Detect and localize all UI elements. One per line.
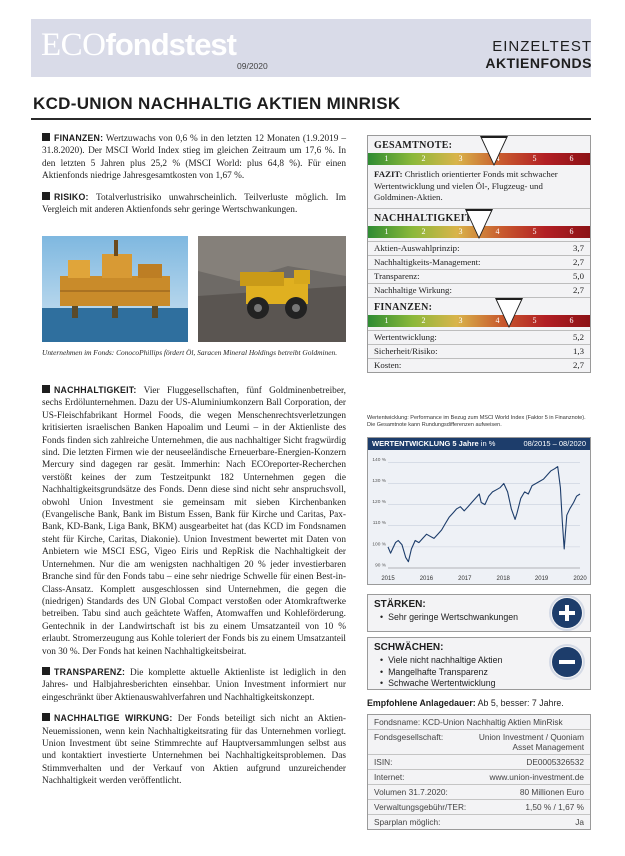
table-row: Nachhaltige Wirkung: 2,7 xyxy=(368,283,590,297)
chart-header xyxy=(368,438,590,450)
finanzen-paragraph: FINANZEN: Wertzuwachs von 0,6 % in den letzten 12 Monaten (1.9.2019 – 31.8.2020). Der MSCI World Index stieg im gleichen Zeitraum um 17,6 %. In den letzten 5 Jahren plus 25,2 % (MSCI World: plus 64,8 %). Für einen Aktienfonds niedrige Jahresgesamtkosten von 1,67 %. xyxy=(42,133,346,182)
x-tick-label: 2015 xyxy=(381,576,395,582)
square-bullet-icon xyxy=(42,713,50,721)
nachhaltigkeit-scale: 1 2 3 4 5 6 3,5 xyxy=(368,226,590,238)
fund-facts xyxy=(367,714,591,830)
staerken-box xyxy=(367,594,591,632)
oil-platform-photo xyxy=(42,236,188,342)
rating-footnote: Wertentwicklung: Performance im Bezug zum MSCI World Index (Faktor 5 in Finanznote). Die Gesamtnote kann Rundungsdifferenzen aufweisen. xyxy=(367,415,586,428)
finanzen-heading: FINANZEN: xyxy=(368,297,590,315)
list-item: • Schwache Wertentwicklung xyxy=(368,678,590,690)
x-tick-label: 2016 xyxy=(419,576,434,582)
table-row: Transparenz: 5,0 xyxy=(368,269,590,283)
intro-text xyxy=(42,132,346,224)
finanzen-scale: 1 2 3 4 5 6 4,3 xyxy=(368,315,590,327)
fact-row: Fondsgesellschaft: Union Investment / Quoniam Asset Management xyxy=(368,730,590,755)
chart-unit: in % xyxy=(480,439,496,448)
table-row: Sicherheit/Risiko: 1,3 xyxy=(368,344,590,358)
photo-strip xyxy=(42,236,346,342)
finanzen-marker: 4,3 xyxy=(496,301,522,313)
y-tick-label: 100 % xyxy=(372,542,386,548)
minus-icon xyxy=(552,647,582,677)
gesamtnote-scale: 1 2 3 4 5 6 3,9 xyxy=(368,153,590,165)
nachhaltigkeit-paragraph: NACHHALTIGKEIT: Vier Fluggesellschaften, fünf Goldminenbetreiber, sechs Erdölunternehmen. Dazu der US-Aluminiumkonzern Ball Corporation, der US-Fleischfabrikant Hormel Foods, die wegen Menschenrechtsverletzungen kritisierten israelischen Banken Hapoalim und Leumi – in der Aktienliste des Fonds finden sich zahlreiche Unternehmen, die aus nachhaltiger Sicht fragwürdig sind. Die letzten Firmen wie der neuseeländische Erneuerbare-Energien-Konzern Mercury sind dagegen rar gesät. Immerhin: Nach ECOreporter-Recherchen verstößt keines der zum Testzeitpunkt 182 Unternehmen gegen die Nachhaltigkeitsgrundsätze des Fonds. Denn diese sind nicht sehr anspruchsvoll, obwohl Union Investment sie gemeinsam mit sieben Kirchenbanken (Evangelische Bank, Bank im Bistum Essen, Bank für Kirche und Caritas, Pax-Bank, KD-Bank, Liga Bank, BKM) ausgearbeitet hat (das KCD im Fondsnamen steht für Kirche, Caritas, Diakonie). Union Investment bewertet mit Daten von Anbietern wie MSCI ESG, Vigeo Eiris und RepRisk die Nachhaltigkeit der Unternehmen. Nur die am wenigsten nachhaltigen 20 % jeder investierbaren Branche sind für den Fonds tabu – eine sehr niedrige Schwelle für einen Best-in-Class-Ansatz. Komplett ausgeschlossen sind Unternehmen, die gegen die (niedrigen) Standards des UN Global Compact verstoßen oder Atomkraftwerke betreiben. Tabu sind auch geächtete Waffen, Atomwaffen und Kohleförderung. Gentechnik in der Landwirtschaft ist bis zu einem Umsatzanteil von 10 % erlaubt. Stromerzeugung aus Kohle toleriert der Fonds bis zu einem Umsatzanteil von 30 %. Der Fonds hat keinen Nachhaltigkeitsbeirat. xyxy=(42,385,346,657)
chart-title: WERTENTWICKLUNG 5 Jahre xyxy=(372,439,479,448)
gesamtnote-marker: 3,9 xyxy=(481,139,507,151)
transparenz-paragraph: TRANSPARENZ: Die komplette aktuelle Aktienliste ist lediglich in den Jahres- und Halbjahresberichten einsehbar. Union Investment informiert nur eingeschränkt über Aktienauswahlverfahren und Nachhaltigkeitskonzept. xyxy=(42,666,346,703)
list-item: • Mangelhafte Transparenz xyxy=(368,667,590,679)
x-tick-label: 2018 xyxy=(496,576,510,582)
y-tick-label: 140 % xyxy=(372,457,386,463)
rating-box xyxy=(367,135,591,373)
x-tick-label: 2017 xyxy=(458,576,472,582)
schwaechen-title: SCHWÄCHEN: xyxy=(374,642,444,653)
test-category xyxy=(470,38,592,71)
risiko-paragraph: RISIKO: Totalverlustrisiko unwahrscheinlich. Teilverluste möglich. Im Vergleich mit anderen Aktienfonds sehr geringe Wertschwankungen. xyxy=(42,191,346,216)
performance-chart xyxy=(367,437,591,585)
chart-plot xyxy=(368,450,590,584)
y-tick-label: 130 % xyxy=(372,478,386,484)
list-item: • Viele nicht nachhaltige Aktien xyxy=(368,655,590,667)
fund-type: AKTIENFONDS xyxy=(485,55,592,71)
title-rule xyxy=(31,118,591,120)
y-tick-label: 120 % xyxy=(372,500,386,506)
fact-row: Sparplan möglich: Ja xyxy=(374,817,584,827)
fact-row: ISIN: DE0005326532 xyxy=(368,755,590,770)
nachhaltigkeit-rows xyxy=(368,241,590,297)
fazit: FAZIT: Christlich orientierter Fonds mit schwacher Wertentwicklung und vielen Öl-, Flugzeug- und Goldminen-Aktien. xyxy=(374,169,558,202)
list-item: • Sehr geringe Wertschwankungen xyxy=(368,612,590,624)
table-row: Nachhaltigkeits-Management: 2,7 xyxy=(368,255,590,269)
gesamtnote-heading: GESAMTNOTE: xyxy=(374,140,453,151)
plus-icon xyxy=(552,598,582,628)
mining-truck-photo xyxy=(198,236,346,342)
y-tick-label: 90 % xyxy=(375,563,386,569)
photo-caption: Unternehmen im Fonds: ConocoPhillips fördert Öl, Saracen Mineral Holdings betreibt Goldminen. xyxy=(42,348,338,357)
schwaechen-box xyxy=(367,637,591,690)
test-type: EINZELTEST xyxy=(492,38,592,55)
anlagedauer: Empfohlene Anlagedauer: Ab 5, besser: 7 Jahre. xyxy=(367,698,564,708)
staerken-title: STÄRKEN: xyxy=(374,599,426,610)
ecofondstest-logo: ECOfondstest xyxy=(41,27,236,63)
fact-row: Internet: www.union-investment.de xyxy=(368,770,590,785)
table-row: Wertentwicklung: 5,2 xyxy=(368,330,590,344)
x-tick-label: 2019 xyxy=(534,576,549,582)
main-text xyxy=(42,384,346,796)
nachhaltigkeit-marker: 3,5 xyxy=(466,212,492,224)
fact-row: Fondsname: KCD-Union Nachhaltig Aktien MinRisk xyxy=(368,715,590,730)
y-tick-label: 110 % xyxy=(372,521,386,527)
wirkung-paragraph: NACHHALTIGE WIRKUNG: Der Fonds beteiligt sich nicht an Aktien-Neuemissionen, wenn kein Nachhaltigkeitsrating für das Unternehmen vorliegt. Union Investment übt seine Stimmrechte auf Hauptversammlungen selbst aus und kontaktiert investierte Unternehmen bei Nachhaltigkeitsproblemen. Das Stimmverhalten und der Verkauf von Aktien aufgrund unzureichender Nachhaltigkeit werden veröffentlicht. xyxy=(42,713,346,787)
square-bullet-icon xyxy=(42,667,50,675)
fact-row: Volumen 31.7.2020: 80 Millionen Euro xyxy=(368,785,590,800)
performance-line xyxy=(388,467,580,562)
x-tick-label: 2020 xyxy=(573,576,587,582)
table-row: Aktien-Auswahlprinzip: 3,7 xyxy=(368,241,590,255)
page-title: KCD-UNION NACHHALTIG AKTIEN MINRISK xyxy=(33,94,401,113)
finanzen-rows xyxy=(368,330,590,372)
chart-range: 08/2015 – 08/2020 xyxy=(523,439,586,448)
square-bullet-icon xyxy=(42,385,50,393)
nachhaltigkeit-heading: NACHHALTIGKEIT: xyxy=(368,208,590,226)
table-row: Kosten: 2,7 xyxy=(368,358,590,372)
square-bullet-icon xyxy=(42,133,50,141)
fact-row: Verwaltungsgebühr/TER: 1,50 % / 1,67 % xyxy=(368,800,590,815)
issue-number: 09/2020 xyxy=(237,61,268,71)
square-bullet-icon xyxy=(42,192,50,200)
